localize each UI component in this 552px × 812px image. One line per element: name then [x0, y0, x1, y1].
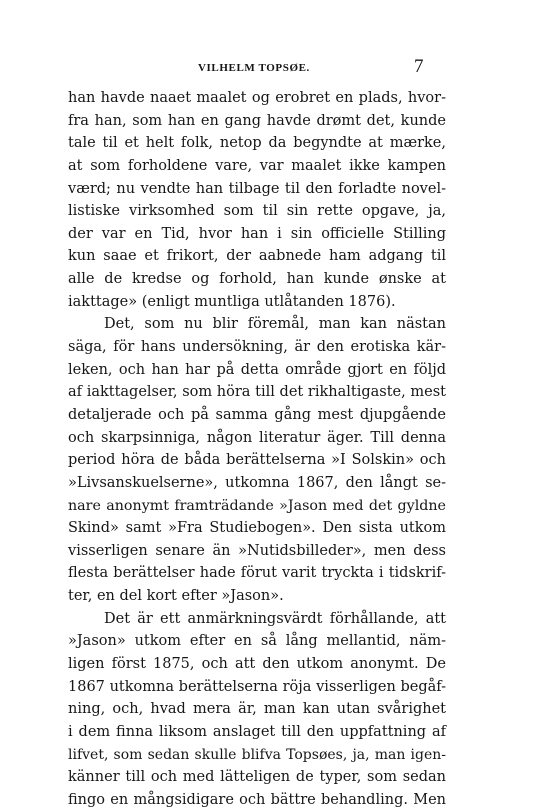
text-line: »Livsanskuelserne», utkomna 1867, den långt se-	[68, 474, 446, 491]
text-line: af iakttagelser, som höra till det rikhaltigaste, mest	[68, 384, 446, 401]
text-line: fingo en mångsidigare och bättre behandling. Men	[68, 791, 446, 808]
text-line: Det, som nu blir föremål, man kan nästan	[104, 316, 446, 333]
text-line: listiske virksomhed som til sin rette opgave, ja,	[68, 203, 446, 220]
text-line: i dem finna liksom anslaget till den uppfattning af	[68, 723, 446, 740]
text-line: 1867 utkomna berättelserna röja visserligen begåf-	[68, 678, 446, 695]
text-line: alle de kredse og forhold, han kunde ønske at	[68, 271, 446, 288]
text-line: och skarpsinniga, någon literatur äger. Till denna	[68, 429, 446, 446]
text-line: der var en Tid, hvor han i sin officielle Stilling	[68, 225, 446, 242]
text-line: ning, och, hvad mera är, man kan utan svårighet	[68, 701, 446, 718]
paragraph	[68, 313, 446, 607]
text-line: »Jason» utkom efter en så lång mellantid, näm-	[68, 633, 446, 650]
text-line: iakttage» (enligt muntliga utlåtanden 1876).	[68, 293, 396, 310]
text-line: kun saae et frikort, der aabnede ham adgang til	[68, 248, 446, 265]
text-line: Det är ett anmärkningsvärdt förhållande, att	[104, 610, 446, 627]
paragraph	[68, 87, 446, 313]
text-line: ligen först 1875, och att den utkom anonymt. De	[68, 656, 446, 673]
text-line: leken, och han har på detta område gjort en följd	[68, 361, 446, 378]
text-line: at som forholdene vare, var maalet ikke kampen	[68, 157, 446, 174]
text-line: säga, för hans undersökning, är den erotiska kär-	[68, 339, 446, 356]
text-line: ter, en del kort efter »Jason».	[68, 588, 284, 605]
paragraph	[68, 608, 446, 812]
text-line: visserligen senare än »Nutidsbilleder», men dess	[68, 542, 446, 559]
text-line: fra han, som han en gang havde drømt det, kunde	[68, 112, 446, 129]
text-line: lifvet, som sedan skulle blifva Topsøes, ja, man igen-	[68, 746, 446, 763]
running-title: VILHELM TOPSØE.	[198, 62, 310, 74]
text-line: nare anonymt framträdande »Jason med det gyldne	[68, 497, 446, 514]
text-line: Skind» samt »Fra Studiebogen». Den sista utkom	[68, 520, 446, 537]
text-line: detaljerade och på samma gång mest djupgående	[68, 406, 446, 423]
text-line: værd; nu vendte han tilbage til den forladte novel-	[68, 180, 446, 197]
running-head	[0, 56, 552, 82]
text-line: period höra de båda berättelserna »I Solskin» och	[68, 452, 446, 469]
text-line: känner till och med lätteligen de typer, som sedan	[68, 769, 446, 786]
body-text	[68, 87, 446, 812]
text-line: han havde naaet maalet og erobret en plads, hvor-	[68, 90, 446, 106]
text-line: tale til et helt folk, netop da begyndte at mærke,	[68, 135, 446, 152]
page-number: 7	[414, 56, 424, 77]
text-line: flesta berättelser hade förut varit tryckta i tidskrif-	[68, 565, 446, 582]
